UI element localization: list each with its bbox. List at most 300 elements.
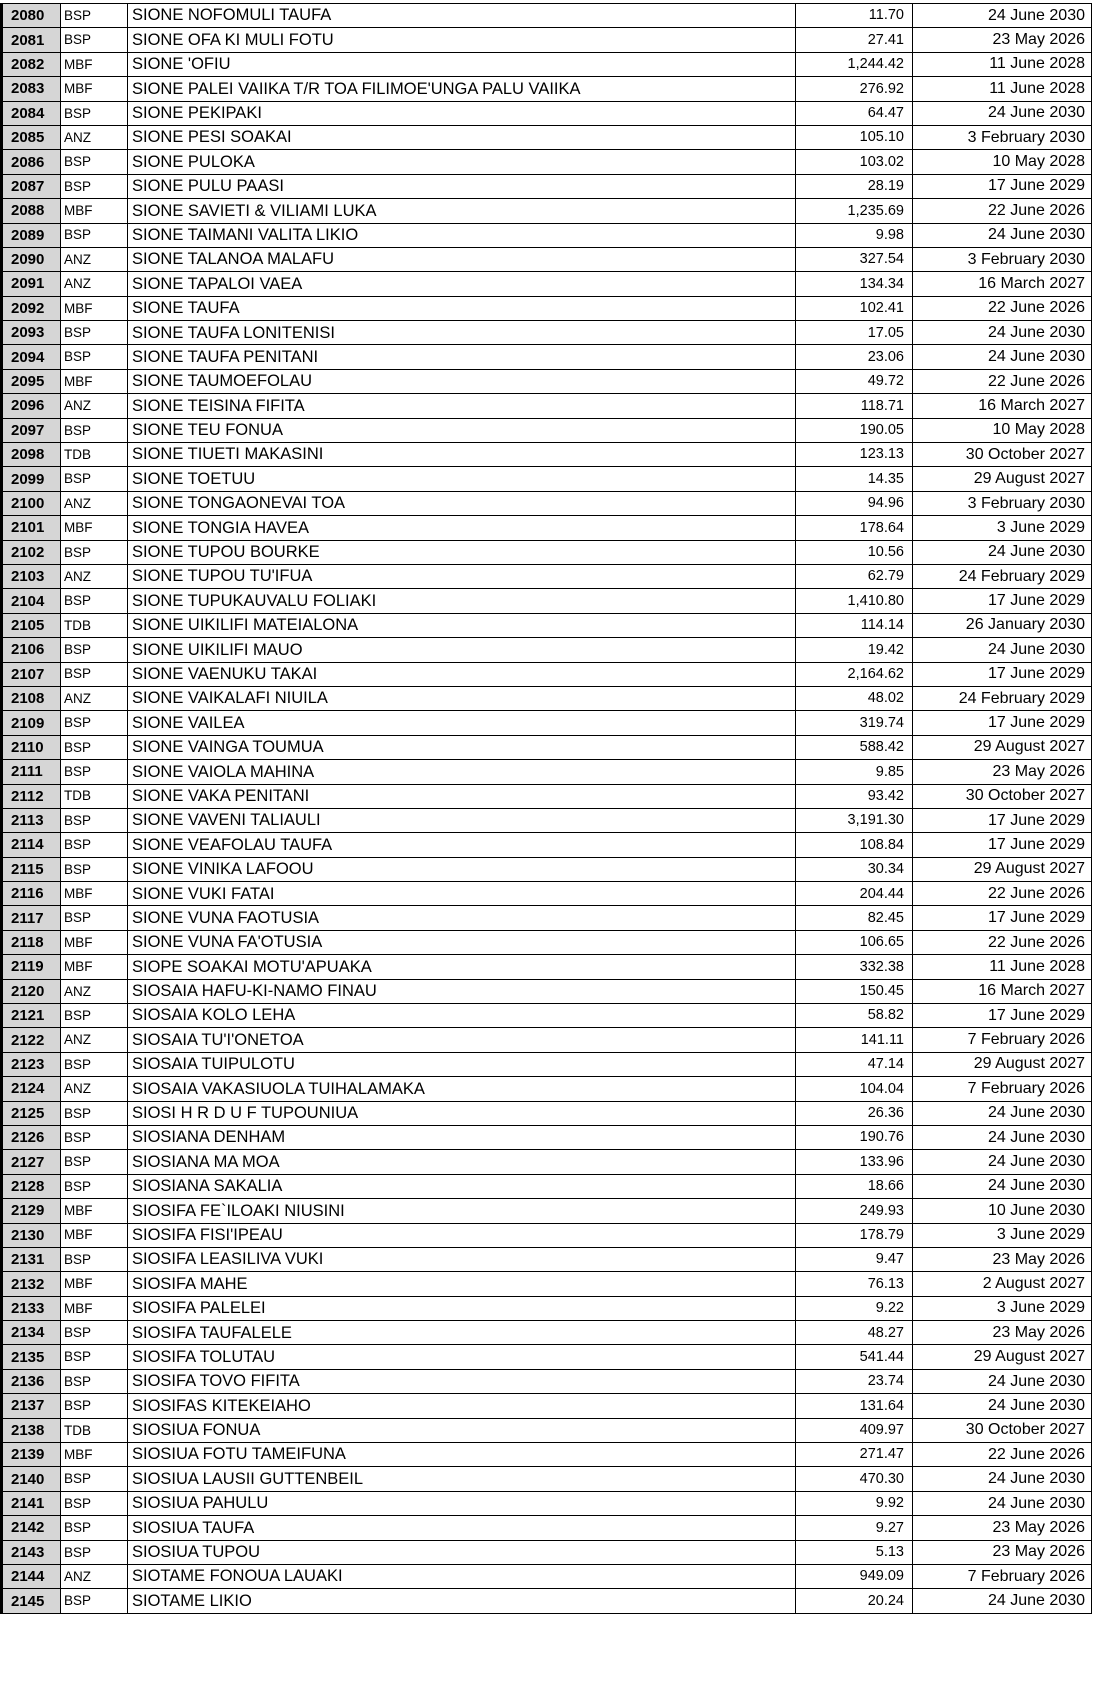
account-holder-name-cell: SIONE TAUFA LONITENISI xyxy=(128,321,796,345)
table-row xyxy=(2,28,1092,52)
record-number-cell: 2085 xyxy=(2,125,61,149)
account-holder-name-cell: SIONE VAIKALAFI NIUILA xyxy=(128,686,796,710)
account-holder-name-cell: SIOSIFA TOLUTAU xyxy=(128,1345,796,1369)
amount-cell: 23.74 xyxy=(796,1369,913,1393)
record-number-cell: 2123 xyxy=(2,1052,61,1076)
table-row xyxy=(2,1125,1092,1149)
table-row xyxy=(2,857,1092,881)
bank-code-cell: MBF xyxy=(61,199,128,223)
amount-cell: 108.84 xyxy=(796,833,913,857)
amount-cell: 190.05 xyxy=(796,418,913,442)
bank-code-cell: TDB xyxy=(61,613,128,637)
record-number-cell: 2098 xyxy=(2,443,61,467)
table-row xyxy=(2,1443,1092,1467)
record-number-cell: 2083 xyxy=(2,77,61,101)
table-row xyxy=(2,1199,1092,1223)
table-row xyxy=(2,540,1092,564)
bank-code-cell: BSP xyxy=(61,1589,128,1613)
amount-cell: 131.64 xyxy=(796,1394,913,1418)
account-holder-name-cell: SIONE TUPUKAUVALU FOLIAKI xyxy=(128,589,796,613)
record-number-cell: 2110 xyxy=(2,735,61,759)
bank-code-cell: BSP xyxy=(61,1150,128,1174)
date-cell: 29 August 2027 xyxy=(913,735,1092,759)
record-number-cell: 2089 xyxy=(2,223,61,247)
account-holder-name-cell: SIOSIUA PAHULU xyxy=(128,1491,796,1515)
date-cell: 24 June 2030 xyxy=(913,1467,1092,1491)
amount-cell: 2,164.62 xyxy=(796,662,913,686)
account-holder-name-cell: SIONE VUNA FAOTUSIA xyxy=(128,906,796,930)
account-holder-name-cell: SIONE TONGIA HAVEA xyxy=(128,516,796,540)
date-cell: 29 August 2027 xyxy=(913,1052,1092,1076)
amount-cell: 58.82 xyxy=(796,1004,913,1028)
account-holder-name-cell: SIONE SAVIETI & VILIAMI LUKA xyxy=(128,199,796,223)
record-number-cell: 2114 xyxy=(2,833,61,857)
account-holder-name-cell: SIONE TALANOA MALAFU xyxy=(128,247,796,271)
date-cell: 29 August 2027 xyxy=(913,1345,1092,1369)
bank-code-cell: MBF xyxy=(61,930,128,954)
account-holder-name-cell: SIONE TAUMOEFOLAU xyxy=(128,369,796,393)
date-cell: 24 June 2030 xyxy=(913,1369,1092,1393)
amount-cell: 102.41 xyxy=(796,296,913,320)
bank-code-cell: BSP xyxy=(61,735,128,759)
date-cell: 24 June 2030 xyxy=(913,223,1092,247)
table-row xyxy=(2,882,1092,906)
record-number-cell: 2112 xyxy=(2,784,61,808)
bank-code-cell: BSP xyxy=(61,418,128,442)
bank-code-cell: ANZ xyxy=(61,564,128,588)
date-cell: 17 June 2029 xyxy=(913,1004,1092,1028)
date-cell: 3 June 2029 xyxy=(913,1223,1092,1247)
bank-code-cell: MBF xyxy=(61,77,128,101)
account-holder-name-cell: SIONE PULU PAASI xyxy=(128,174,796,198)
amount-cell: 190.76 xyxy=(796,1125,913,1149)
date-cell: 16 March 2027 xyxy=(913,979,1092,1003)
account-holder-name-cell: SIONE VAINGA TOUMUA xyxy=(128,735,796,759)
bank-code-cell: BSP xyxy=(61,345,128,369)
date-cell: 11 June 2028 xyxy=(913,52,1092,76)
amount-cell: 48.02 xyxy=(796,686,913,710)
amount-cell: 20.24 xyxy=(796,1589,913,1613)
table-row xyxy=(2,1418,1092,1442)
amount-cell: 588.42 xyxy=(796,735,913,759)
account-holder-name-cell: SIONE TAIMANI VALITA LIKIO xyxy=(128,223,796,247)
account-holder-name-cell: SIOSIFA MAHE xyxy=(128,1272,796,1296)
table-row xyxy=(2,369,1092,393)
bank-code-cell: BSP xyxy=(61,101,128,125)
record-number-cell: 2121 xyxy=(2,1004,61,1028)
records-table-body xyxy=(2,4,1092,1614)
amount-cell: 23.06 xyxy=(796,345,913,369)
amount-cell: 47.14 xyxy=(796,1052,913,1076)
amount-cell: 409.97 xyxy=(796,1418,913,1442)
record-number-cell: 2141 xyxy=(2,1491,61,1515)
table-row xyxy=(2,199,1092,223)
table-row xyxy=(2,443,1092,467)
account-holder-name-cell: SIONE VUKI FATAI xyxy=(128,882,796,906)
amount-cell: 178.79 xyxy=(796,1223,913,1247)
account-holder-name-cell: SIONE VAENUKU TAKAI xyxy=(128,662,796,686)
record-number-cell: 2124 xyxy=(2,1077,61,1101)
record-number-cell: 2095 xyxy=(2,369,61,393)
record-number-cell: 2130 xyxy=(2,1223,61,1247)
account-holder-name-cell: SIOSIFA FE`ILOAKI NIUSINI xyxy=(128,1199,796,1223)
table-row xyxy=(2,1394,1092,1418)
date-cell: 2 August 2027 xyxy=(913,1272,1092,1296)
amount-cell: 10.56 xyxy=(796,540,913,564)
table-row xyxy=(2,1223,1092,1247)
amount-cell: 249.93 xyxy=(796,1199,913,1223)
record-number-cell: 2132 xyxy=(2,1272,61,1296)
amount-cell: 319.74 xyxy=(796,711,913,735)
table-row xyxy=(2,516,1092,540)
amount-cell: 1,410.80 xyxy=(796,589,913,613)
account-holder-name-cell: SIONE VAVENI TALIAULI xyxy=(128,808,796,832)
record-number-cell: 2096 xyxy=(2,394,61,418)
account-holder-name-cell: SIONE PULOKA xyxy=(128,150,796,174)
record-number-cell: 2109 xyxy=(2,711,61,735)
amount-cell: 48.27 xyxy=(796,1321,913,1345)
record-number-cell: 2086 xyxy=(2,150,61,174)
amount-cell: 949.09 xyxy=(796,1565,913,1589)
date-cell: 17 June 2029 xyxy=(913,174,1092,198)
table-row xyxy=(2,1296,1092,1320)
account-holder-name-cell: SIOSIUA FONUA xyxy=(128,1418,796,1442)
date-cell: 26 January 2030 xyxy=(913,613,1092,637)
bank-code-cell: ANZ xyxy=(61,979,128,1003)
amount-cell: 276.92 xyxy=(796,77,913,101)
account-holder-name-cell: SIOSIANA DENHAM xyxy=(128,1125,796,1149)
bank-code-cell: BSP xyxy=(61,638,128,662)
account-holder-name-cell: SIONE TOETUU xyxy=(128,467,796,491)
record-number-cell: 2118 xyxy=(2,930,61,954)
record-number-cell: 2125 xyxy=(2,1101,61,1125)
record-number-cell: 2119 xyxy=(2,955,61,979)
account-holder-name-cell: SIOSAIA VAKASIUOLA TUIHALAMAKA xyxy=(128,1077,796,1101)
account-holder-name-cell: SIONE TONGAONEVAI TOA xyxy=(128,491,796,515)
table-row xyxy=(2,955,1092,979)
account-holder-name-cell: SIOSIUA FOTU TAMEIFUNA xyxy=(128,1443,796,1467)
table-row xyxy=(2,1369,1092,1393)
table-row xyxy=(2,491,1092,515)
record-number-cell: 2102 xyxy=(2,540,61,564)
bank-code-cell: ANZ xyxy=(61,491,128,515)
amount-cell: 123.13 xyxy=(796,443,913,467)
account-holder-name-cell: SIOSIFA PALELEI xyxy=(128,1296,796,1320)
table-row xyxy=(2,1052,1092,1076)
record-number-cell: 2092 xyxy=(2,296,61,320)
date-cell: 24 June 2030 xyxy=(913,1491,1092,1515)
date-cell: 23 May 2026 xyxy=(913,1516,1092,1540)
table-row xyxy=(2,101,1092,125)
record-number-cell: 2131 xyxy=(2,1247,61,1271)
date-cell: 24 June 2030 xyxy=(913,1589,1092,1613)
date-cell: 23 May 2026 xyxy=(913,760,1092,784)
account-holder-name-cell: SIONE TIUETI MAKASINI xyxy=(128,443,796,467)
date-cell: 24 February 2029 xyxy=(913,564,1092,588)
date-cell: 3 February 2030 xyxy=(913,491,1092,515)
table-row xyxy=(2,1272,1092,1296)
amount-cell: 94.96 xyxy=(796,491,913,515)
record-number-cell: 2093 xyxy=(2,321,61,345)
account-holder-name-cell: SIONE VEAFOLAU TAUFA xyxy=(128,833,796,857)
account-holder-name-cell: SIONE VUNA FA'OTUSIA xyxy=(128,930,796,954)
bank-code-cell: BSP xyxy=(61,223,128,247)
account-holder-name-cell: SIOSIFAS KITEKEIAHO xyxy=(128,1394,796,1418)
record-number-cell: 2135 xyxy=(2,1345,61,1369)
account-holder-name-cell: SIOSIUA TAUFA xyxy=(128,1516,796,1540)
record-number-cell: 2140 xyxy=(2,1467,61,1491)
bank-code-cell: BSP xyxy=(61,467,128,491)
record-number-cell: 2115 xyxy=(2,857,61,881)
amount-cell: 9.47 xyxy=(796,1247,913,1271)
record-number-cell: 2116 xyxy=(2,882,61,906)
table-row xyxy=(2,589,1092,613)
amount-cell: 9.22 xyxy=(796,1296,913,1320)
account-holder-name-cell: SIONE VAILEA xyxy=(128,711,796,735)
amount-cell: 105.10 xyxy=(796,125,913,149)
account-holder-name-cell: SIOSI H R D U F TUPOUNIUA xyxy=(128,1101,796,1125)
account-holder-name-cell: SIOSIUA TUPOU xyxy=(128,1540,796,1564)
bank-code-cell: BSP xyxy=(61,1491,128,1515)
bank-code-cell: BSP xyxy=(61,150,128,174)
bank-code-cell: BSP xyxy=(61,28,128,52)
bank-code-cell: MBF xyxy=(61,369,128,393)
record-number-cell: 2084 xyxy=(2,101,61,125)
date-cell: 17 June 2029 xyxy=(913,833,1092,857)
account-holder-name-cell: SIONE VAIOLA MAHINA xyxy=(128,760,796,784)
table-row xyxy=(2,906,1092,930)
table-row xyxy=(2,1174,1092,1198)
bank-code-cell: BSP xyxy=(61,1369,128,1393)
account-holder-name-cell: SIOTAME FONOUA LAUAKI xyxy=(128,1565,796,1589)
table-row xyxy=(2,321,1092,345)
date-cell: 22 June 2026 xyxy=(913,882,1092,906)
record-number-cell: 2133 xyxy=(2,1296,61,1320)
bank-code-cell: MBF xyxy=(61,52,128,76)
amount-cell: 9.85 xyxy=(796,760,913,784)
record-number-cell: 2097 xyxy=(2,418,61,442)
record-number-cell: 2108 xyxy=(2,686,61,710)
bank-code-cell: BSP xyxy=(61,540,128,564)
amount-cell: 134.34 xyxy=(796,272,913,296)
bank-code-cell: BSP xyxy=(61,4,128,28)
account-holder-name-cell: SIOSAIA HAFU-KI-NAMO FINAU xyxy=(128,979,796,1003)
bank-code-cell: TDB xyxy=(61,1418,128,1442)
date-cell: 30 October 2027 xyxy=(913,784,1092,808)
record-number-cell: 2117 xyxy=(2,906,61,930)
amount-cell: 19.42 xyxy=(796,638,913,662)
table-row xyxy=(2,150,1092,174)
record-number-cell: 2090 xyxy=(2,247,61,271)
account-holder-name-cell: SIONE VAKA PENITANI xyxy=(128,784,796,808)
date-cell: 22 June 2026 xyxy=(913,1443,1092,1467)
date-cell: 16 March 2027 xyxy=(913,272,1092,296)
account-holder-name-cell: SIONE PESI SOAKAI xyxy=(128,125,796,149)
date-cell: 17 June 2029 xyxy=(913,906,1092,930)
record-number-cell: 2106 xyxy=(2,638,61,662)
bank-code-cell: BSP xyxy=(61,662,128,686)
account-holder-name-cell: SIONE OFA KI MULI FOTU xyxy=(128,28,796,52)
date-cell: 22 June 2026 xyxy=(913,296,1092,320)
bank-code-cell: BSP xyxy=(61,589,128,613)
record-number-cell: 2099 xyxy=(2,467,61,491)
account-holder-name-cell: SIOSIFA TAUFALELE xyxy=(128,1321,796,1345)
date-cell: 30 October 2027 xyxy=(913,1418,1092,1442)
bank-code-cell: BSP xyxy=(61,1101,128,1125)
table-row xyxy=(2,711,1092,735)
table-row xyxy=(2,1150,1092,1174)
amount-cell: 141.11 xyxy=(796,1028,913,1052)
bank-code-cell: BSP xyxy=(61,321,128,345)
account-holder-name-cell: SIONE VINIKA LAFOOU xyxy=(128,857,796,881)
amount-cell: 93.42 xyxy=(796,784,913,808)
record-number-cell: 2145 xyxy=(2,1589,61,1613)
record-number-cell: 2100 xyxy=(2,491,61,515)
table-row xyxy=(2,467,1092,491)
date-cell: 24 June 2030 xyxy=(913,638,1092,662)
record-number-cell: 2080 xyxy=(2,4,61,28)
date-cell: 23 May 2026 xyxy=(913,1540,1092,1564)
amount-cell: 18.66 xyxy=(796,1174,913,1198)
account-holder-name-cell: SIONE 'OFIU xyxy=(128,52,796,76)
bank-code-cell: ANZ xyxy=(61,1028,128,1052)
amount-cell: 332.38 xyxy=(796,955,913,979)
date-cell: 22 June 2026 xyxy=(913,369,1092,393)
account-holder-name-cell: SIONE UIKILIFI MAUO xyxy=(128,638,796,662)
table-row xyxy=(2,564,1092,588)
date-cell: 24 June 2030 xyxy=(913,540,1092,564)
table-row xyxy=(2,77,1092,101)
bank-code-cell: BSP xyxy=(61,1174,128,1198)
record-number-cell: 2088 xyxy=(2,199,61,223)
bank-code-cell: ANZ xyxy=(61,394,128,418)
record-number-cell: 2101 xyxy=(2,516,61,540)
date-cell: 3 February 2030 xyxy=(913,125,1092,149)
account-holder-name-cell: SIOSIFA LEASILIVA VUKI xyxy=(128,1247,796,1271)
bank-code-cell: BSP xyxy=(61,1125,128,1149)
amount-cell: 11.70 xyxy=(796,4,913,28)
record-number-cell: 2143 xyxy=(2,1540,61,1564)
table-row xyxy=(2,735,1092,759)
date-cell: 30 October 2027 xyxy=(913,443,1092,467)
bank-code-cell: MBF xyxy=(61,1443,128,1467)
record-number-cell: 2144 xyxy=(2,1565,61,1589)
record-number-cell: 2120 xyxy=(2,979,61,1003)
amount-cell: 28.19 xyxy=(796,174,913,198)
bank-code-cell: MBF xyxy=(61,1296,128,1320)
table-row xyxy=(2,345,1092,369)
date-cell: 7 February 2026 xyxy=(913,1077,1092,1101)
amount-cell: 64.47 xyxy=(796,101,913,125)
account-holder-name-cell: SIONE TAUFA xyxy=(128,296,796,320)
record-number-cell: 2107 xyxy=(2,662,61,686)
table-row xyxy=(2,1004,1092,1028)
record-number-cell: 2126 xyxy=(2,1125,61,1149)
bank-code-cell: BSP xyxy=(61,1394,128,1418)
date-cell: 3 June 2029 xyxy=(913,1296,1092,1320)
bank-code-cell: MBF xyxy=(61,1272,128,1296)
amount-cell: 30.34 xyxy=(796,857,913,881)
date-cell: 3 June 2029 xyxy=(913,516,1092,540)
table-row xyxy=(2,223,1092,247)
table-row xyxy=(2,613,1092,637)
table-row xyxy=(2,125,1092,149)
record-number-cell: 2128 xyxy=(2,1174,61,1198)
amount-cell: 26.36 xyxy=(796,1101,913,1125)
account-holder-name-cell: SIOSAIA TUIPULOTU xyxy=(128,1052,796,1076)
table-row xyxy=(2,247,1092,271)
date-cell: 17 June 2029 xyxy=(913,589,1092,613)
record-number-cell: 2122 xyxy=(2,1028,61,1052)
bank-code-cell: BSP xyxy=(61,711,128,735)
table-row xyxy=(2,1077,1092,1101)
table-row xyxy=(2,394,1092,418)
table-row xyxy=(2,662,1092,686)
unclaimed-funds-list xyxy=(0,3,1094,1614)
bank-code-cell: BSP xyxy=(61,906,128,930)
amount-cell: 9.27 xyxy=(796,1516,913,1540)
amount-cell: 49.72 xyxy=(796,369,913,393)
account-holder-name-cell: SIONE PALEI VAIIKA T/R TOA FILIMOE'UNGA PALU VAIIKA xyxy=(128,77,796,101)
amount-cell: 541.44 xyxy=(796,1345,913,1369)
table-row xyxy=(2,1467,1092,1491)
date-cell: 24 February 2029 xyxy=(913,686,1092,710)
account-holder-name-cell: SIONE TAPALOI VAEA xyxy=(128,272,796,296)
amount-cell: 62.79 xyxy=(796,564,913,588)
record-number-cell: 2137 xyxy=(2,1394,61,1418)
account-holder-name-cell: SIONE NOFOMULI TAUFA xyxy=(128,4,796,28)
date-cell: 24 June 2030 xyxy=(913,1394,1092,1418)
record-number-cell: 2142 xyxy=(2,1516,61,1540)
record-number-cell: 2139 xyxy=(2,1443,61,1467)
date-cell: 23 May 2026 xyxy=(913,1247,1092,1271)
date-cell: 24 June 2030 xyxy=(913,1174,1092,1198)
date-cell: 24 June 2030 xyxy=(913,1101,1092,1125)
table-row xyxy=(2,272,1092,296)
amount-cell: 1,235.69 xyxy=(796,199,913,223)
date-cell: 24 June 2030 xyxy=(913,1125,1092,1149)
table-row xyxy=(2,833,1092,857)
table-row xyxy=(2,1321,1092,1345)
bank-code-cell: ANZ xyxy=(61,1077,128,1101)
account-holder-name-cell: SIOSIUA LAUSII GUTTENBEIL xyxy=(128,1467,796,1491)
date-cell: 24 June 2030 xyxy=(913,1150,1092,1174)
record-number-cell: 2094 xyxy=(2,345,61,369)
table-row xyxy=(2,1345,1092,1369)
date-cell: 23 May 2026 xyxy=(913,1321,1092,1345)
date-cell: 29 August 2027 xyxy=(913,857,1092,881)
date-cell: 10 May 2028 xyxy=(913,150,1092,174)
bank-code-cell: ANZ xyxy=(61,272,128,296)
table-row xyxy=(2,418,1092,442)
account-holder-name-cell: SIONE TAUFA PENITANI xyxy=(128,345,796,369)
date-cell: 24 June 2030 xyxy=(913,101,1092,125)
record-number-cell: 2127 xyxy=(2,1150,61,1174)
amount-cell: 118.71 xyxy=(796,394,913,418)
record-number-cell: 2138 xyxy=(2,1418,61,1442)
account-holder-name-cell: SIOTAME LIKIO xyxy=(128,1589,796,1613)
amount-cell: 204.44 xyxy=(796,882,913,906)
bank-code-cell: MBF xyxy=(61,1223,128,1247)
date-cell: 23 May 2026 xyxy=(913,28,1092,52)
amount-cell: 9.98 xyxy=(796,223,913,247)
amount-cell: 5.13 xyxy=(796,1540,913,1564)
amount-cell: 27.41 xyxy=(796,28,913,52)
amount-cell: 103.02 xyxy=(796,150,913,174)
bank-code-cell: MBF xyxy=(61,955,128,979)
date-cell: 24 June 2030 xyxy=(913,321,1092,345)
bank-code-cell: MBF xyxy=(61,1199,128,1223)
